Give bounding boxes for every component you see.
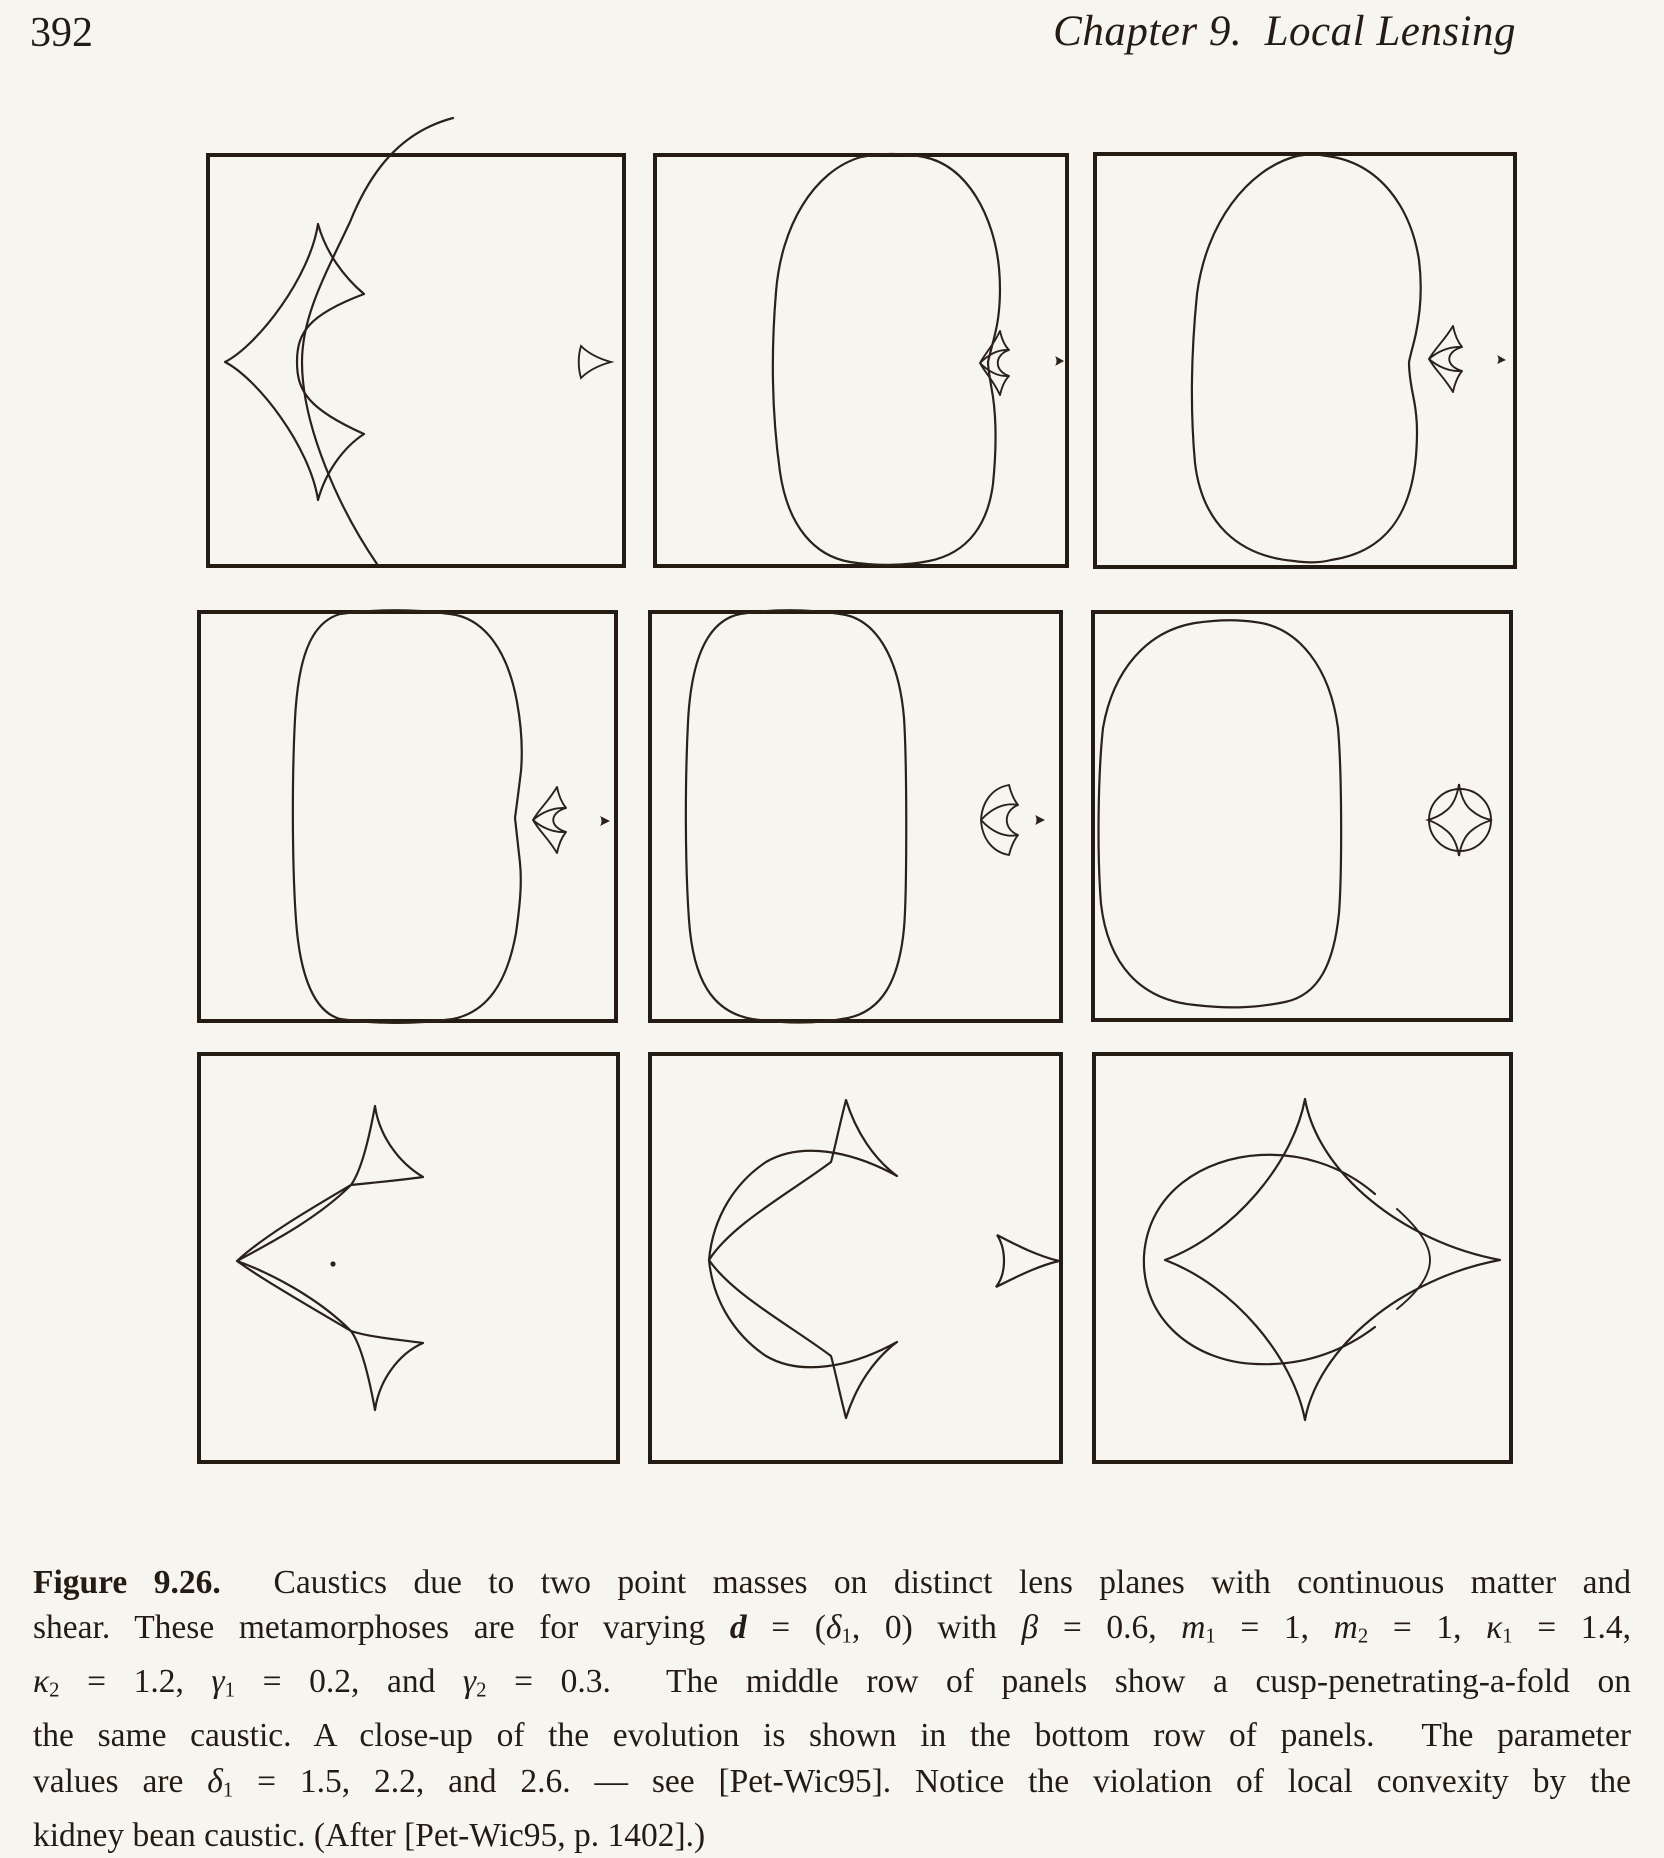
caustic-drawing-r1c3	[1097, 156, 1513, 565]
caustic-drawing-r3c1	[201, 1056, 616, 1460]
running-head: Chapter 9. Local Lensing	[1053, 8, 1516, 55]
kidney-bean-caustic	[1192, 155, 1421, 563]
point-mass-dot	[330, 1261, 335, 1266]
inner-fold-curve	[1397, 1209, 1430, 1309]
caustic-drawing-r2c2	[652, 614, 1059, 1019]
figure-panel-r2c1	[197, 610, 618, 1023]
cusp-arrow-caustic	[996, 1235, 1059, 1287]
caustic-drawing-r2c1	[201, 614, 614, 1019]
tiny-arrow-caustic	[600, 816, 610, 826]
caustic-drawing-r3c3	[1096, 1056, 1509, 1460]
page-number: 392	[30, 10, 93, 56]
caption-line-1: Figure 9.26. Caustics due to two point masses on distinct lens planes with continuous matter and	[33, 1564, 1631, 1601]
tiny-arrow-caustic	[1055, 356, 1064, 366]
butterfly-closeup-caustic	[237, 1106, 423, 1410]
kidney-bean-caustic	[686, 610, 906, 1022]
figure-panel-r2c3	[1091, 610, 1513, 1022]
caption-line-5: values are δ1 = 1.5, 2.2, and 2.6. — see [Pet-Wic95]. Notice the violation of local convexity by the	[33, 1762, 1631, 1802]
figure-panel-r1c1	[206, 153, 626, 568]
caption-line-3: κ2 = 1.2, γ1 = 0.2, and γ2 = 0.3. The middle row of panels show a cusp-penetrating-a-fold on	[33, 1663, 1632, 1702]
butterfly-caustic	[533, 787, 566, 853]
figure-panel-r3c2	[648, 1052, 1063, 1464]
figure-panel-r1c3	[1093, 152, 1517, 569]
caustic-drawing-r3c2	[652, 1056, 1059, 1460]
caption-line-6: kidney bean caustic. (After [Pet-Wic95, p. 1402].)	[33, 1816, 706, 1854]
fold-arc-curve	[302, 118, 453, 564]
circular-caustic-with-beaks	[709, 1100, 897, 1418]
butterfly-caustic	[1429, 326, 1462, 392]
figure-panel-r1c2	[653, 153, 1069, 568]
kidney-bean-caustic	[293, 610, 522, 1023]
butterfly-caustic	[980, 331, 1009, 395]
figure-caption	[33, 1560, 1631, 1858]
caustic-drawing-r1c2	[657, 157, 1065, 564]
circle-caustic	[1429, 789, 1491, 851]
kidney-bean-caustic	[1099, 620, 1342, 1007]
caption-line-2: shear. These metamorphoses are for varying d = (δ1, 0) with β = 0.6, m1 = 1, m2 = 1, κ1 = 1.4,	[33, 1609, 1631, 1648]
fish-caustic	[981, 785, 1018, 855]
figure-panel-r2c2	[648, 610, 1063, 1023]
diamond-caustic	[1165, 1099, 1500, 1420]
kidney-bean-caustic	[773, 154, 1000, 565]
tiny-arrow-caustic	[1497, 355, 1506, 364]
diamond-caustic	[1428, 784, 1492, 856]
cusp-arrow-caustic	[579, 346, 611, 378]
figure-panel-r3c3	[1092, 1052, 1513, 1464]
tiny-arrow-caustic	[1035, 815, 1045, 825]
caustic-drawing-r1c1	[210, 157, 622, 564]
caustic-drawing-r2c3	[1095, 614, 1509, 1018]
oval-fold-caustic	[1144, 1155, 1375, 1364]
figure-panel-r3c1	[197, 1052, 620, 1464]
astroid-caustic	[225, 224, 364, 500]
caption-line-4: the same caustic. A close-up of the evolution is shown in the bottom row of panels. The parameter	[33, 1717, 1631, 1755]
